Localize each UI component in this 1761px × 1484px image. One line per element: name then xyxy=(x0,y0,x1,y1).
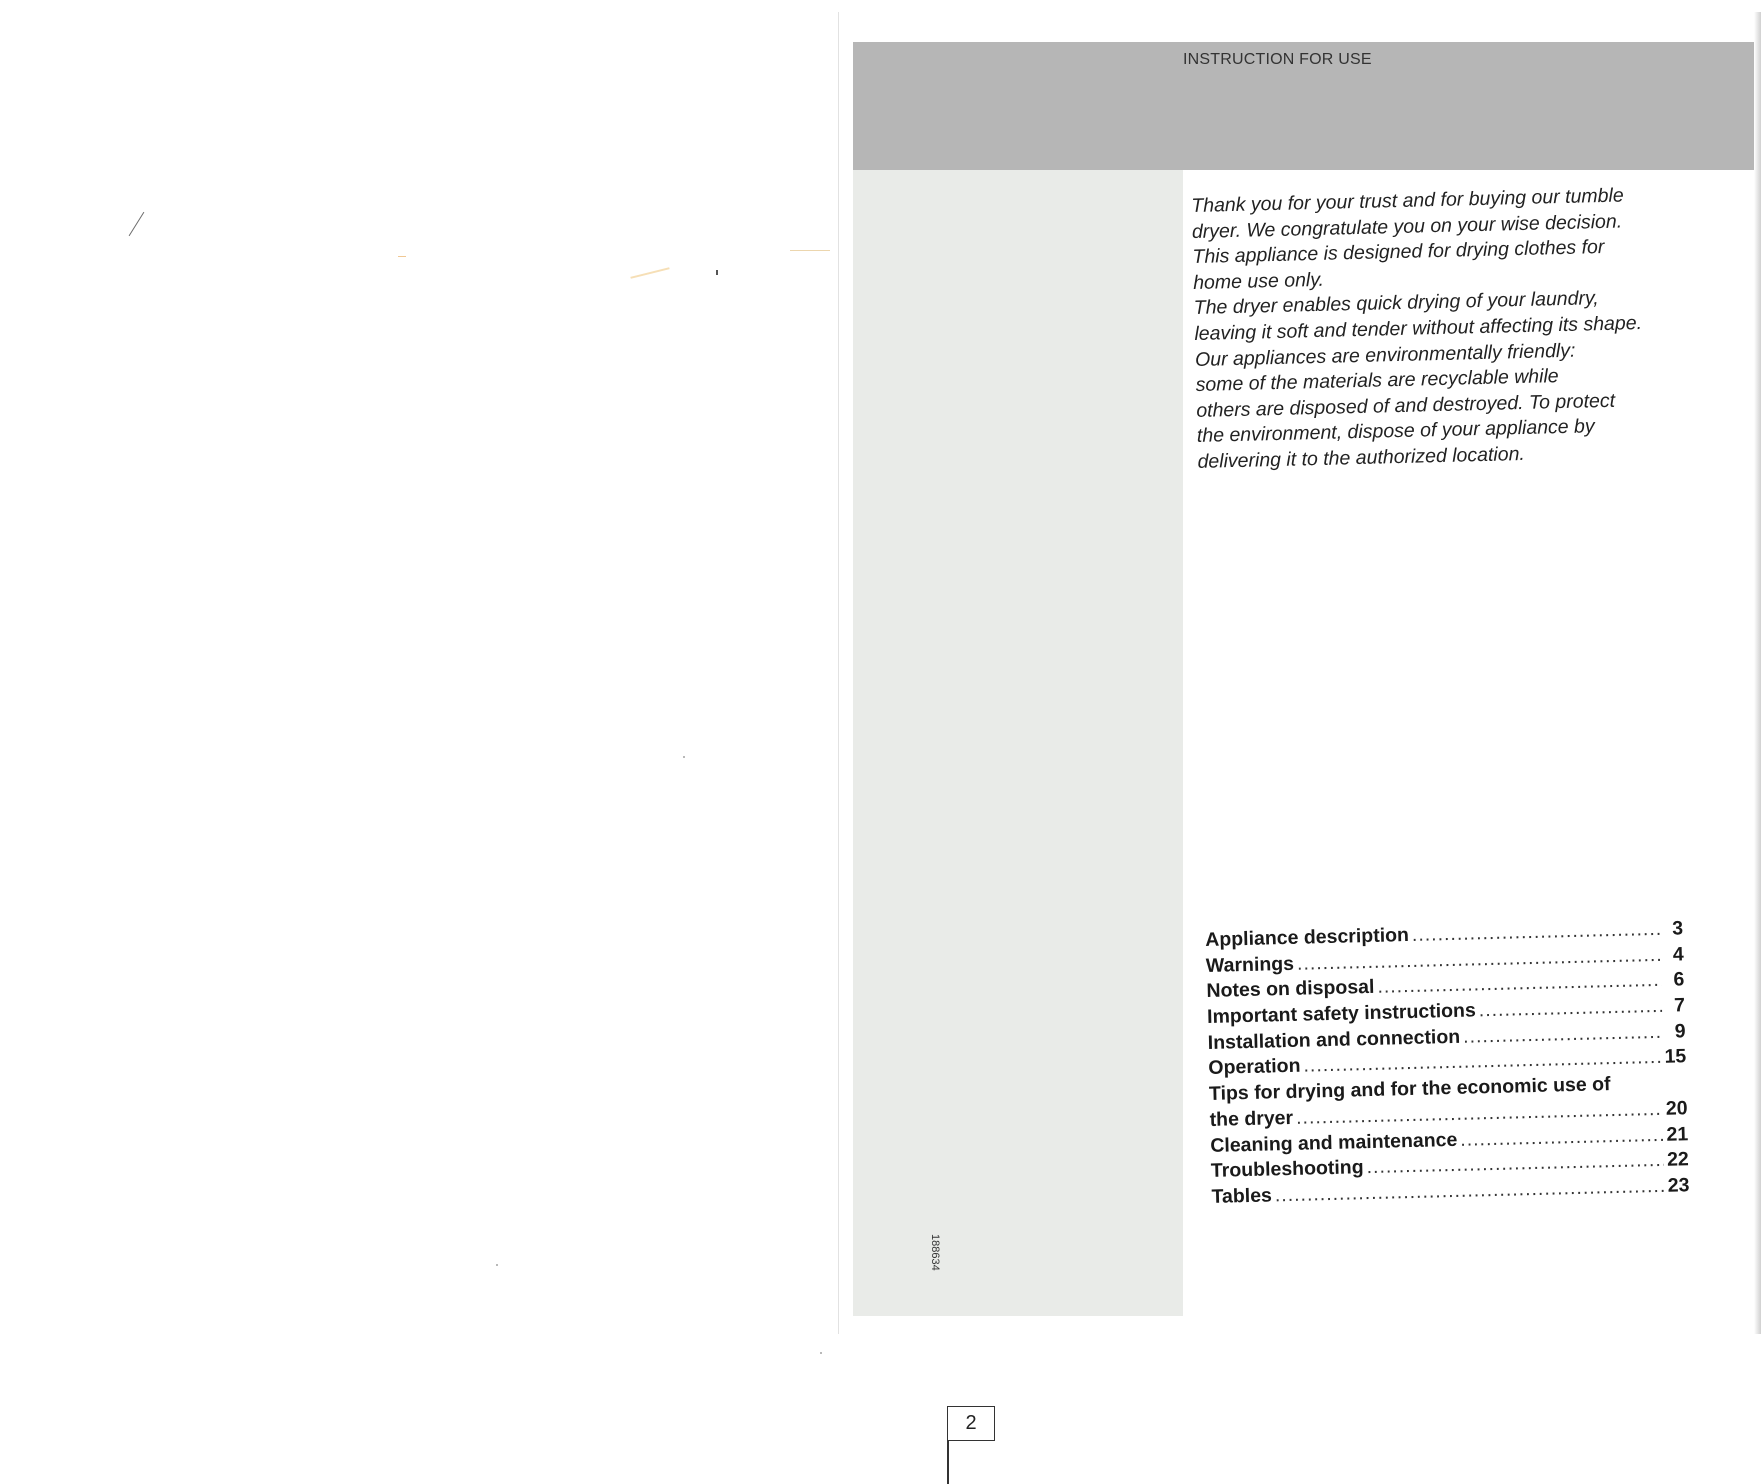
toc-entry-page: 9 xyxy=(1665,1020,1686,1043)
sidebar-column xyxy=(853,170,1183,1316)
intro-line: This appliance is designed for drying clothes for xyxy=(1192,232,1722,271)
header-band xyxy=(853,42,1754,170)
intro-line: leaving it soft and tender without affecting its shape. xyxy=(1194,309,1724,348)
toc-entry-label: Installation and connection xyxy=(1208,1026,1461,1055)
toc-entry-page: 21 xyxy=(1666,1123,1688,1147)
manual-page xyxy=(838,12,1761,1334)
toc-entry-label: Warnings xyxy=(1206,953,1295,978)
stray-mark xyxy=(683,756,685,758)
toc-dot-leader xyxy=(1463,1021,1663,1049)
page-number: 2 xyxy=(947,1406,995,1441)
toc-dot-leader xyxy=(1479,995,1663,1022)
toc-dot-leader xyxy=(1614,1089,1664,1090)
toc-entry-page: 23 xyxy=(1667,1174,1689,1198)
toc-entry-label: the dryer xyxy=(1209,1107,1293,1132)
stray-mark xyxy=(630,267,669,279)
toc-entry-page: 22 xyxy=(1667,1148,1689,1172)
table-of-contents xyxy=(1205,917,1690,1211)
stray-mark xyxy=(790,250,830,251)
toc-entry-page: 15 xyxy=(1664,1046,1686,1070)
intro-line: home use only. xyxy=(1193,258,1723,297)
stray-mark xyxy=(820,1352,822,1354)
page-title: INSTRUCTION FOR USE xyxy=(1183,51,1372,69)
intro-line: some of the materials are recyclable while xyxy=(1195,360,1725,399)
left-blank-page xyxy=(0,0,835,1361)
intro-line: Thank you for your trust and for buying our tumble xyxy=(1191,181,1721,220)
stray-mark xyxy=(398,256,406,257)
toc-entry-label: Appliance description xyxy=(1205,924,1409,952)
intro-paragraph xyxy=(1191,181,1728,475)
toc-entry-label: Tables xyxy=(1211,1184,1272,1208)
toc-entry-page: 3 xyxy=(1663,917,1684,940)
toc-entry-label: Operation xyxy=(1208,1055,1301,1080)
intro-line: delivering it to the authorized location. xyxy=(1197,437,1727,476)
intro-line: others are disposed of and destroyed. To protect xyxy=(1196,386,1726,425)
intro-line: The dryer enables quick drying of your laundry, xyxy=(1194,283,1724,322)
toc-entry-label: Notes on disposal xyxy=(1206,976,1374,1003)
toc-dot-leader xyxy=(1412,918,1661,947)
toc-entry-label: Cleaning and maintenance xyxy=(1210,1128,1458,1157)
intro-line: dryer. We congratulate you on your wise decision. xyxy=(1192,207,1722,246)
stray-mark xyxy=(716,270,718,275)
toc-entry-page: 6 xyxy=(1664,969,1685,992)
page-number-tick xyxy=(947,1440,949,1484)
toc-entry-page: 4 xyxy=(1663,943,1684,966)
toc-entry-label: Important safety instructions xyxy=(1207,999,1476,1029)
toc-dot-leader xyxy=(1460,1123,1664,1151)
page-edge-shadow xyxy=(1754,12,1761,1334)
intro-line: Our appliances are environmentally friendly: xyxy=(1195,335,1725,374)
stray-mark xyxy=(129,212,145,236)
document-code: 188634 xyxy=(929,1234,941,1271)
stray-mark xyxy=(496,1264,498,1266)
toc-entry-page: 7 xyxy=(1665,994,1686,1017)
intro-line: the environment, dispose of your appliance by xyxy=(1197,411,1727,450)
toc-entry-label: Tips for drying and for the economic use of xyxy=(1209,1073,1611,1106)
toc-entry-page: 20 xyxy=(1666,1097,1688,1121)
toc-entry-label: Troubleshooting xyxy=(1211,1156,1364,1183)
